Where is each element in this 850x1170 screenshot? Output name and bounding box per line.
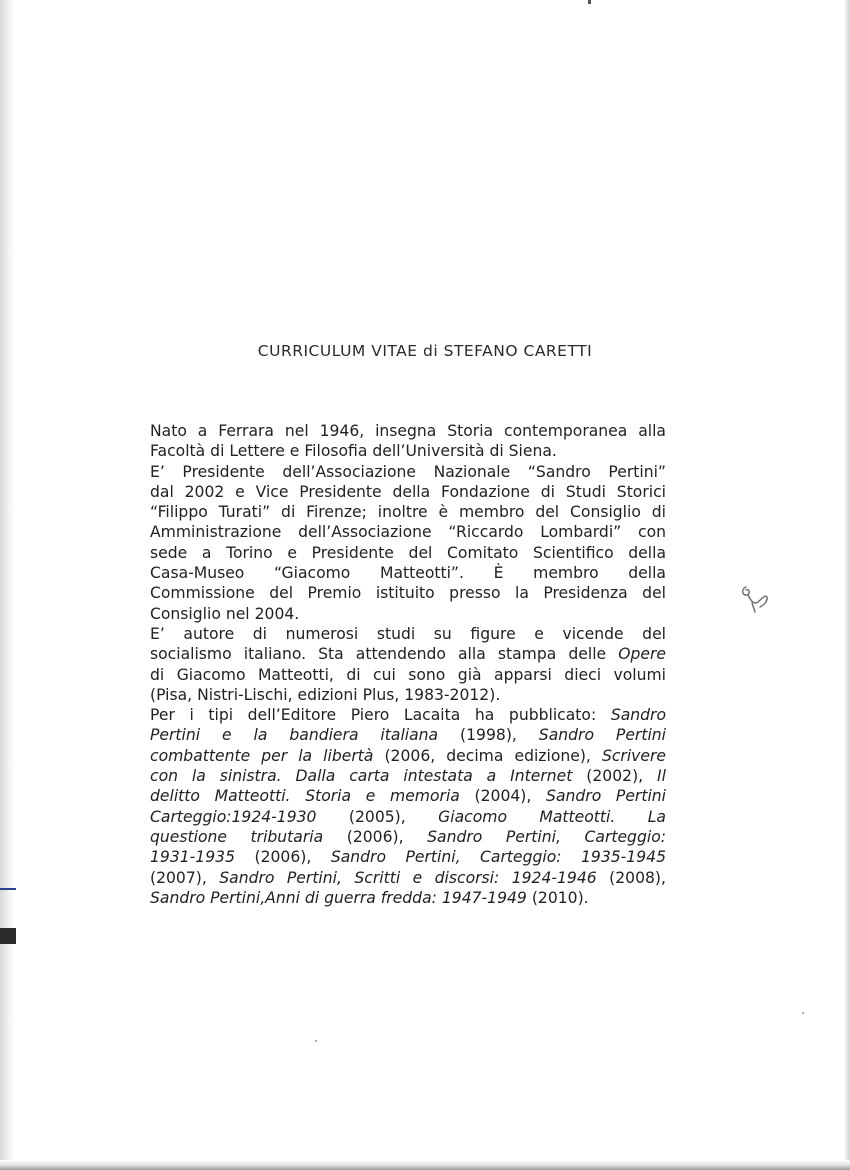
text-segment: (2005),: [316, 807, 439, 826]
text-line: [150, 624, 666, 644]
text-line: [150, 644, 666, 664]
text-line: [150, 827, 666, 847]
text-segment: (2007),: [150, 868, 220, 887]
biography-paragraph: [150, 421, 666, 908]
text-segment: E’ autore di numerosi studi su figure e vicende del: [150, 624, 666, 643]
scan-right-edge-shadow: [844, 0, 850, 1170]
scan-left-dark-mark: [0, 928, 16, 944]
text-line: [150, 604, 666, 624]
scan-bottom-edge: [0, 1160, 850, 1170]
text-segment: (2008),: [596, 868, 666, 887]
text-segment: (2010).: [526, 888, 589, 907]
text-segment: (2004),: [459, 787, 547, 806]
text-segment: di Giacomo Matteotti, di cui sono già apparsi dieci volumi: [150, 665, 666, 684]
text-line: [150, 482, 666, 502]
scan-speck: [315, 1040, 317, 1042]
italic-title-text: Sandro Pertini, Carteggio: 1935-1945: [330, 848, 666, 867]
text-line: [150, 868, 666, 888]
handwritten-initial-mark: [738, 583, 772, 615]
italic-title-text: Opere: [618, 645, 666, 664]
text-line: [150, 502, 666, 522]
text-line: [150, 583, 666, 603]
text-segment: Consiglio nel 2004.: [150, 604, 300, 623]
text-line: [150, 522, 666, 542]
text-segment: E’ Presidente dell’Associazione Nazionale “Sandro Pertini”: [150, 462, 666, 481]
text-line: [150, 441, 666, 461]
document-title: CURRICULUM VITAE di STEFANO CARETTI: [257, 342, 593, 360]
italic-title-text: Sandro Pertini,Anni di guerra fredda: 1947-1949: [150, 888, 527, 907]
text-segment: “Filippo Turati” di Firenze; inoltre è membro del Consiglio di: [150, 503, 666, 522]
italic-title-text: Carteggio:1924-1930: [150, 807, 317, 826]
text-segment: dal 2002 e Vice Presidente della Fondazione di Studi Storici: [150, 482, 666, 501]
text-segment: socialismo italiano. Sta attendendo alla stampa delle: [150, 645, 619, 664]
scan-left-edge-shadow: [0, 0, 16, 1170]
italic-title-text: con la sinistra. Dalla carta intestata a Internet: [150, 767, 573, 786]
text-line: [150, 685, 666, 705]
text-line: [150, 725, 666, 745]
italic-title-text: Pertini e la bandiera italiana: [150, 726, 439, 745]
text-line: [150, 543, 666, 563]
text-line: [150, 888, 666, 908]
text-segment: Per i tipi dell’Editore Piero Lacaita ha pubblicato:: [150, 706, 611, 725]
text-segment: Commissione del Premio istituito presso la Presidenza del: [150, 584, 666, 603]
text-line: [150, 705, 666, 725]
text-line: [150, 421, 666, 441]
text-line: [150, 462, 666, 482]
italic-title-text: Giacomo Matteotti. La: [438, 807, 666, 826]
text-segment: (1998),: [438, 726, 539, 745]
text-segment: Nato a Ferrara nel 1946, insegna Storia contemporanea alla: [150, 422, 666, 440]
text-segment: (2006),: [235, 848, 331, 867]
italic-title-text: delitto Matteotti. Storia e memoria: [150, 787, 460, 806]
text-segment: (Pisa, Nistri-Lischi, edizioni Plus, 1983-2012).: [150, 685, 501, 704]
text-segment: Facoltà di Lettere e Filosofia dell’Università di Siena.: [150, 442, 557, 461]
text-line: [150, 766, 666, 786]
scan-left-blue-mark: [0, 888, 16, 890]
italic-title-text: Sandro: [610, 706, 666, 725]
italic-title-text: Sandro Pertini: [546, 787, 666, 806]
scan-top-mark: [588, 0, 591, 4]
italic-title-text: Sandro Pertini, Scritti e discorsi: 1924-1946: [219, 868, 597, 887]
text-line: [150, 786, 666, 806]
text-segment: (2002),: [572, 767, 658, 786]
text-line: [150, 746, 666, 766]
italic-title-text: Sandro Pertini: [538, 726, 666, 745]
text-segment: (2006),: [323, 827, 428, 846]
italic-title-text: Sandro Pertini, Carteggio:: [427, 827, 666, 846]
text-line: [150, 563, 666, 583]
italic-title-text: Scrivere: [601, 746, 666, 765]
text-segment: sede a Torino e Presidente del Comitato Scientifico della: [150, 543, 666, 562]
italic-title-text: questione tributaria: [150, 827, 324, 846]
text-segment: (2006, decima edizione),: [373, 746, 602, 765]
text-segment: Casa-Museo “Giacomo Matteotti”. È membro della: [150, 564, 666, 583]
text-segment: Amministrazione dell’Associazione “Riccardo Lombardi” con: [150, 523, 666, 542]
italic-title-text: Il: [657, 767, 666, 786]
italic-title-text: combattente per la libertà: [150, 746, 374, 765]
italic-title-text: 1931-1935: [150, 848, 235, 867]
scan-speck: [802, 1012, 804, 1014]
text-line: [150, 847, 666, 867]
text-line: [150, 807, 666, 827]
text-line: [150, 665, 666, 685]
